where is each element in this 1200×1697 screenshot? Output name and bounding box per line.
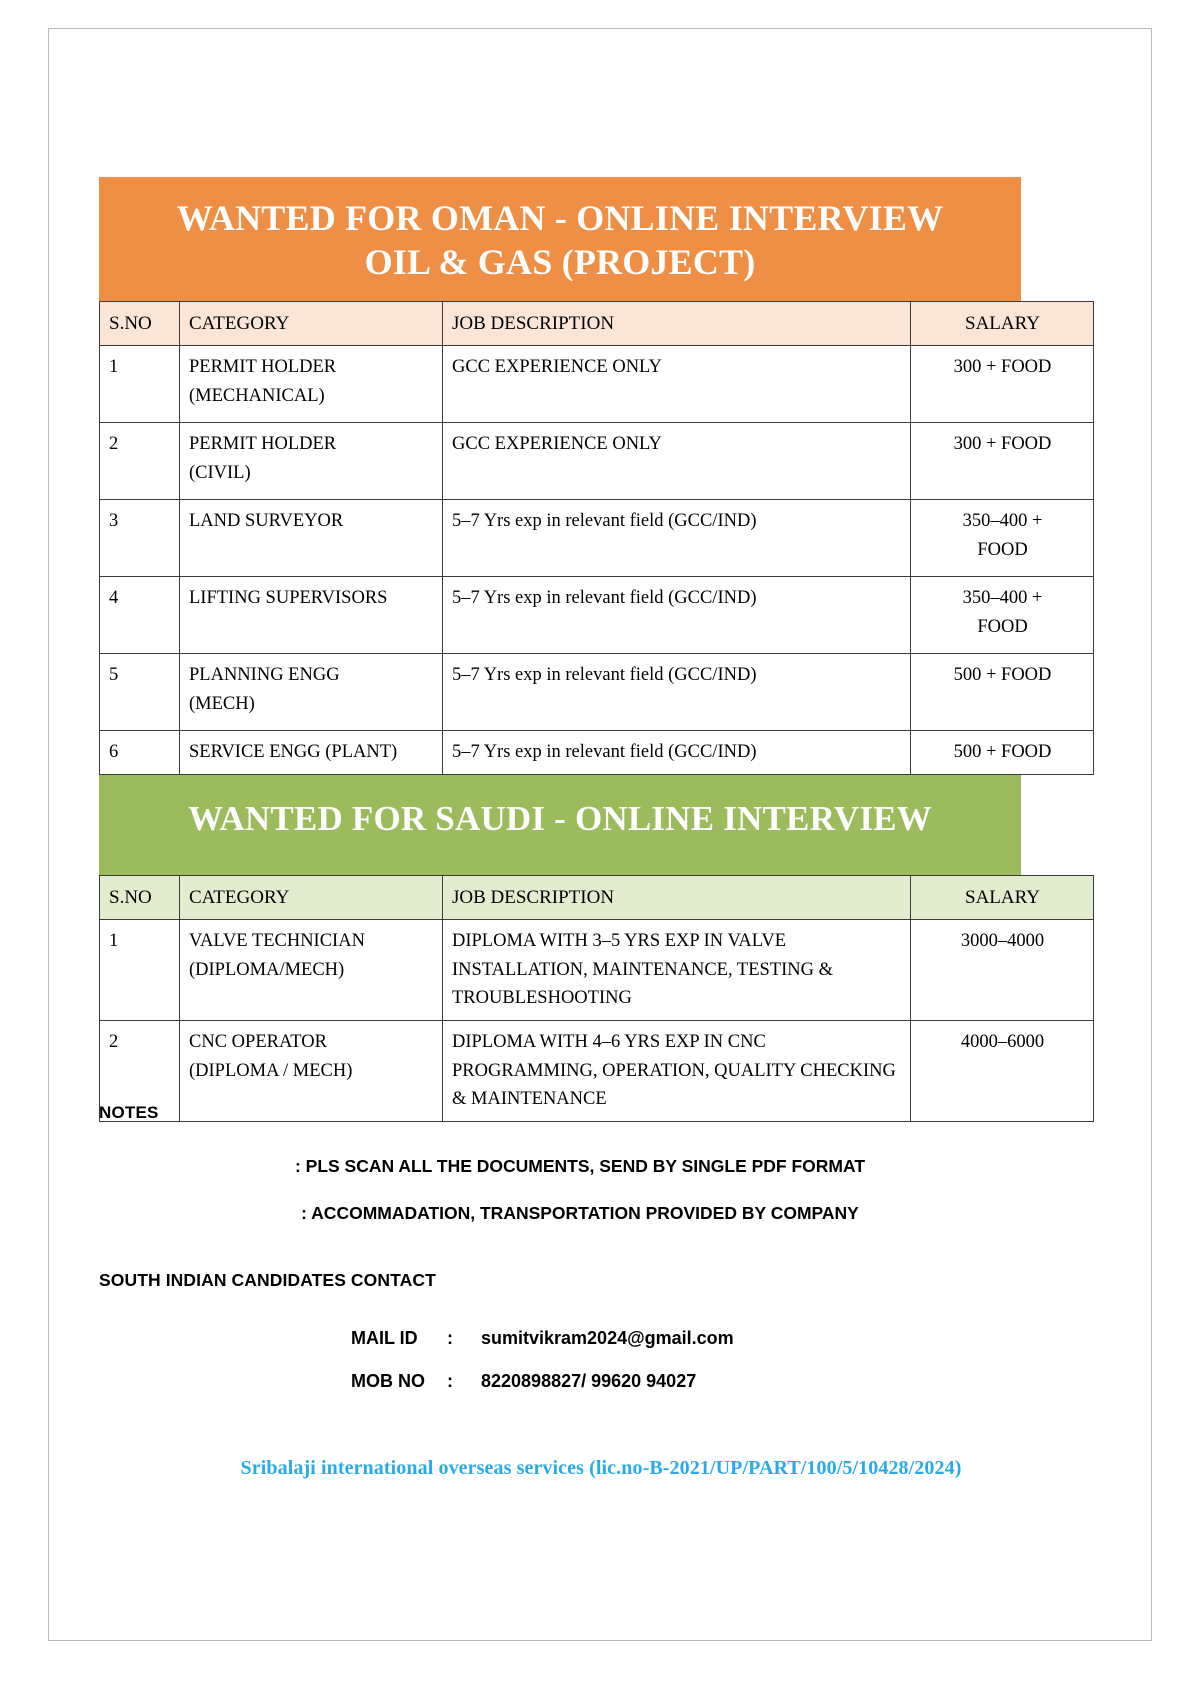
oman-header-row — [100, 301, 1094, 345]
saudi-col-category: CATEGORY — [180, 875, 443, 919]
oman-row3-category — [180, 500, 443, 577]
table-row — [100, 500, 1094, 577]
oman-row4-salary-line1: 350–400 + — [962, 588, 1043, 609]
oman-row4-category — [180, 577, 443, 654]
mail-id-value[interactable]: sumitvikram2024@gmail.com — [481, 1328, 734, 1348]
oman-row1-salary — [911, 346, 1094, 423]
mob-no-label: MOB NO — [351, 1371, 425, 1391]
saudi-row2-salary: 4000–6000 — [911, 1021, 1094, 1122]
oman-row1-category — [180, 346, 443, 423]
oman-col-category: CATEGORY — [180, 301, 443, 345]
oman-row1-salary-line1: 300 + FOOD — [953, 357, 1052, 378]
mail-id-label: MAIL ID — [351, 1328, 418, 1348]
oman-row3-sno: 3 — [100, 500, 180, 577]
oman-row1-category-line1: PERMIT HOLDER — [189, 357, 337, 378]
saudi-banner — [99, 775, 1021, 875]
saudi-row1-job: DIPLOMA WITH 3–5 YRS EXP IN VALVE INSTALLATION, MAINTENANCE, TESTING & TROUBLESHOOTING — [443, 920, 911, 1021]
saudi-row1-category-line1: VALVE TECHNICIAN — [189, 931, 365, 952]
note-line-2: : ACCOMMADATION, TRANSPORTATION PROVIDED BY COMPANY — [301, 1203, 859, 1223]
oman-table-head — [100, 301, 1094, 345]
contact-mobile-row — [351, 1371, 1021, 1392]
contact-heading: SOUTH INDIAN CANDIDATES CONTACT — [99, 1270, 436, 1290]
oman-row6-sno: 6 — [100, 731, 180, 775]
oman-row6-category — [180, 731, 443, 775]
oman-row1-category-line2: (MECHANICAL) — [189, 385, 325, 406]
saudi-row1-salary: 3000–4000 — [911, 920, 1094, 1021]
oman-row2-job: GCC EXPERIENCE ONLY — [443, 423, 911, 500]
oman-row2-sno: 2 — [100, 423, 180, 500]
notes-title: NOTES — [99, 1103, 159, 1122]
oman-row6-job: 5–7 Yrs exp in relevant field (GCC/IND) — [443, 731, 911, 775]
oman-row6-salary-line1: 500 + FOOD — [953, 742, 1052, 763]
oman-row5-job: 5–7 Yrs exp in relevant field (GCC/IND) — [443, 654, 911, 731]
oman-row2-salary-line1: 300 + FOOD — [953, 434, 1052, 455]
oman-row2-salary — [911, 423, 1094, 500]
contact-details — [99, 1328, 1021, 1392]
oman-row5-sno: 5 — [100, 654, 180, 731]
oman-table-body — [100, 346, 1094, 775]
oman-row2-category — [180, 423, 443, 500]
oman-row3-category-line1: LAND SURVEYOR — [189, 511, 344, 532]
notes-section — [99, 1103, 1021, 1392]
mob-no-value[interactable]: 8220898827/ 99620 94027 — [481, 1371, 697, 1391]
oman-jobs-table — [99, 301, 1094, 775]
oman-row5-category — [180, 654, 443, 731]
saudi-row1-category — [180, 920, 443, 1021]
oman-row4-salary — [911, 577, 1094, 654]
oman-col-job-description: JOB DESCRIPTION — [443, 301, 911, 345]
saudi-col-salary: SALARY — [911, 875, 1094, 919]
saudi-row2-category-line2: (DIPLOMA / MECH) — [189, 1060, 353, 1081]
oman-row1-sno: 1 — [100, 346, 180, 423]
oman-row1-job: GCC EXPERIENCE ONLY — [443, 346, 911, 423]
mob-no-colon: : — [447, 1371, 453, 1391]
oman-row4-salary-line2: FOOD — [977, 616, 1028, 637]
document-page — [48, 28, 1152, 1641]
oman-row5-category-line1: PLANNING ENGG — [189, 665, 340, 686]
oman-col-sno: S.NO — [100, 301, 180, 345]
saudi-header-row — [100, 875, 1094, 919]
saudi-table-head — [100, 875, 1094, 919]
saudi-row2-category-line1: CNC OPERATOR — [189, 1032, 327, 1053]
oman-row6-category-line1: SERVICE ENGG (PLANT) — [189, 742, 398, 763]
oman-row5-salary-line1: 500 + FOOD — [953, 665, 1052, 686]
oman-row3-salary-line1: 350–400 + — [962, 511, 1043, 532]
table-row — [100, 423, 1094, 500]
saudi-row2-sno: 2 — [100, 1021, 180, 1122]
oman-row3-salary — [911, 500, 1094, 577]
table-row — [100, 920, 1094, 1021]
oman-col-salary: SALARY — [911, 301, 1094, 345]
job-listing-sheet — [99, 177, 1052, 1122]
oman-row4-category-line1: LIFTING SUPERVISORS — [189, 588, 388, 609]
saudi-banner-line1: WANTED FOR SAUDI - ONLINE INTERVIEW — [188, 798, 932, 838]
saudi-col-sno: S.NO — [100, 875, 180, 919]
saudi-col-job-description: JOB DESCRIPTION — [443, 875, 911, 919]
oman-row5-category-line2: (MECH) — [189, 693, 255, 714]
saudi-row1-sno: 1 — [100, 920, 180, 1021]
contact-mail-row — [351, 1328, 1021, 1349]
table-row — [100, 654, 1094, 731]
oman-banner-line1: WANTED FOR OMAN - ONLINE INTERVIEW — [176, 198, 944, 238]
oman-row3-salary-line2: FOOD — [977, 539, 1028, 560]
oman-banner-line2: OIL & GAS (PROJECT) — [364, 241, 756, 282]
agency-footer: Sribalaji international overseas services (lic.no-B-2021/UP/PART/100/5/10428/2024) — [240, 1457, 962, 1479]
table-row — [100, 346, 1094, 423]
table-row — [100, 731, 1094, 775]
oman-banner — [99, 177, 1021, 301]
oman-row3-job: 5–7 Yrs exp in relevant field (GCC/IND) — [443, 500, 911, 577]
saudi-row2-job: DIPLOMA WITH 4–6 YRS EXP IN CNC PROGRAMMING, OPERATION, QUALITY CHECKING & MAINTENANCE — [443, 1021, 911, 1122]
table-row — [100, 577, 1094, 654]
note-line-1: : PLS SCAN ALL THE DOCUMENTS, SEND BY SINGLE PDF FORMAT — [294, 1156, 866, 1176]
saudi-jobs-table — [99, 875, 1094, 1122]
oman-row4-sno: 4 — [100, 577, 180, 654]
oman-row4-job: 5–7 Yrs exp in relevant field (GCC/IND) — [443, 577, 911, 654]
oman-row2-category-line2: (CIVIL) — [189, 462, 251, 483]
oman-row6-salary — [911, 731, 1094, 775]
saudi-row1-category-line2: (DIPLOMA/MECH) — [189, 959, 345, 980]
oman-row5-salary — [911, 654, 1094, 731]
saudi-table-body — [100, 920, 1094, 1122]
oman-row2-category-line1: PERMIT HOLDER — [189, 434, 337, 455]
mail-id-colon: : — [447, 1328, 453, 1348]
